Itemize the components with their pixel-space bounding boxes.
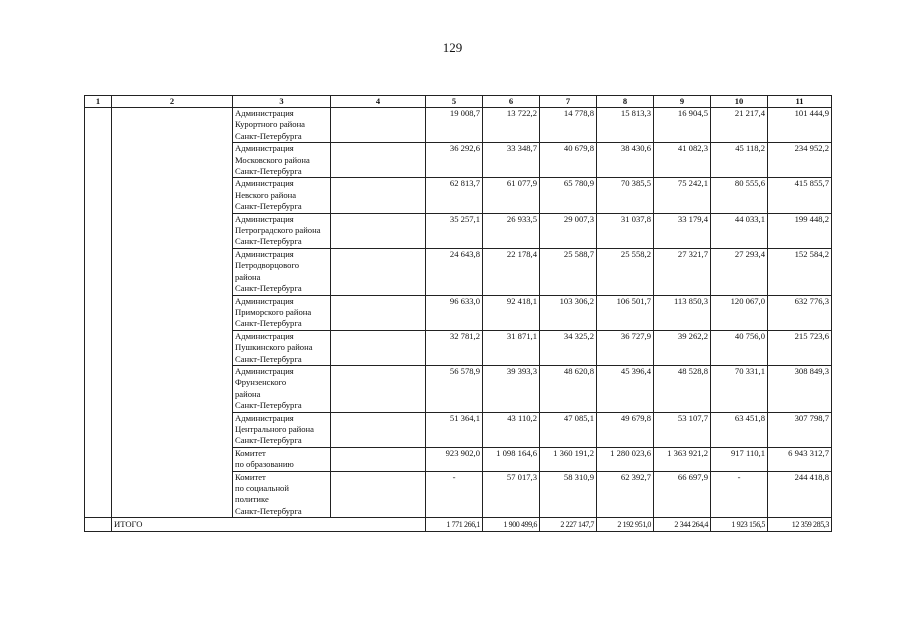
value-cell: 43 110,2 (483, 412, 540, 447)
executor-name: Администрация Фрунзенского района Санкт-Петербурга (233, 365, 331, 412)
value-cell: 63 451,8 (711, 412, 768, 447)
value-cell: 308 849,3 (768, 365, 832, 412)
budget-table (84, 95, 832, 532)
col4-cell (331, 108, 426, 143)
total-value-cell: 2 227 147,7 (540, 518, 597, 532)
value-cell: 215 723,6 (768, 330, 832, 365)
value-cell: 21 217,4 (711, 108, 768, 143)
column-header: 6 (483, 96, 540, 108)
value-cell: 36 727,9 (597, 330, 654, 365)
value-cell: 27 293,4 (711, 248, 768, 295)
value-cell: 103 306,2 (540, 295, 597, 330)
value-cell: 307 798,7 (768, 412, 832, 447)
col1-cell (85, 108, 112, 518)
value-cell: 45 396,4 (597, 365, 654, 412)
value-cell: 53 107,7 (654, 412, 711, 447)
value-cell: - (426, 471, 483, 518)
value-cell: 1 280 023,6 (597, 447, 654, 471)
col4-cell (331, 471, 426, 518)
value-cell: 199 448,2 (768, 213, 832, 248)
col4-cell (331, 213, 426, 248)
value-cell: 25 558,2 (597, 248, 654, 295)
value-cell: 48 528,8 (654, 365, 711, 412)
value-cell: 57 017,3 (483, 471, 540, 518)
total-blank-cell (85, 518, 112, 532)
value-cell: 41 082,3 (654, 143, 711, 178)
executor-name: Комитет по социальной политике Санкт-Петербурга (233, 471, 331, 518)
column-header: 4 (331, 96, 426, 108)
value-cell: 19 008,7 (426, 108, 483, 143)
value-cell: 92 418,1 (483, 295, 540, 330)
value-cell: 62 813,7 (426, 178, 483, 213)
value-cell: 49 679,8 (597, 412, 654, 447)
col2-cell (112, 108, 233, 518)
value-cell: 56 578,9 (426, 365, 483, 412)
col4-cell (331, 248, 426, 295)
value-cell: 36 292,6 (426, 143, 483, 178)
value-cell: 44 033,1 (711, 213, 768, 248)
value-cell: 14 778,8 (540, 108, 597, 143)
column-header: 7 (540, 96, 597, 108)
value-cell: 25 588,7 (540, 248, 597, 295)
column-header: 10 (711, 96, 768, 108)
header-row (85, 96, 832, 108)
value-cell: 632 776,3 (768, 295, 832, 330)
executor-name: Администрация Пушкинского района Санкт-Петербурга (233, 330, 331, 365)
value-cell: 29 007,3 (540, 213, 597, 248)
executor-name: Администрация Невского района Санкт-Петербурга (233, 178, 331, 213)
column-header: 2 (112, 96, 233, 108)
col4-cell (331, 295, 426, 330)
column-header: 5 (426, 96, 483, 108)
value-cell: 31 037,8 (597, 213, 654, 248)
value-cell: 923 902,0 (426, 447, 483, 471)
value-cell: 24 643,8 (426, 248, 483, 295)
value-cell: 58 310,9 (540, 471, 597, 518)
value-cell: 31 871,1 (483, 330, 540, 365)
value-cell: 22 178,4 (483, 248, 540, 295)
column-header: 11 (768, 96, 832, 108)
col4-cell (331, 365, 426, 412)
value-cell: 38 430,6 (597, 143, 654, 178)
executor-name: Администрация Московского района Санкт-Петербурга (233, 143, 331, 178)
executor-name: Администрация Центрального района Санкт-Петербурга (233, 412, 331, 447)
executor-name: Администрация Приморского района Санкт-Петербурга (233, 295, 331, 330)
total-row (85, 518, 832, 532)
total-value-cell: 12 359 285,3 (768, 518, 832, 532)
total-label: ИТОГО (112, 518, 426, 532)
col4-cell (331, 412, 426, 447)
value-cell: 33 348,7 (483, 143, 540, 178)
col4-cell (331, 178, 426, 213)
value-cell: 66 697,9 (654, 471, 711, 518)
value-cell: 45 118,2 (711, 143, 768, 178)
value-cell: 48 620,8 (540, 365, 597, 412)
value-cell: 15 813,3 (597, 108, 654, 143)
value-cell: 80 555,6 (711, 178, 768, 213)
value-cell: 917 110,1 (711, 447, 768, 471)
value-cell: 16 904,5 (654, 108, 711, 143)
value-cell: 47 085,1 (540, 412, 597, 447)
value-cell: 415 855,7 (768, 178, 832, 213)
value-cell: 62 392,7 (597, 471, 654, 518)
page-number: 129 (442, 40, 463, 55)
value-cell: 70 385,5 (597, 178, 654, 213)
value-cell: 39 393,3 (483, 365, 540, 412)
value-cell: 70 331,1 (711, 365, 768, 412)
value-cell: 40 679,8 (540, 143, 597, 178)
value-cell: 120 067,0 (711, 295, 768, 330)
value-cell: 234 952,2 (768, 143, 832, 178)
value-cell: 152 584,2 (768, 248, 832, 295)
value-cell: 40 756,0 (711, 330, 768, 365)
value-cell: 101 444,9 (768, 108, 832, 143)
total-value-cell: 2 344 264,4 (654, 518, 711, 532)
value-cell: 27 321,7 (654, 248, 711, 295)
column-header: 3 (233, 96, 331, 108)
value-cell: 1 360 191,2 (540, 447, 597, 471)
column-header: 9 (654, 96, 711, 108)
value-cell: 6 943 312,7 (768, 447, 832, 471)
column-header: 1 (85, 96, 112, 108)
total-value-cell: 1 900 499,6 (483, 518, 540, 532)
executor-name: Администрация Петродворцового района Санкт-Петербурга (233, 248, 331, 295)
value-cell: 106 501,7 (597, 295, 654, 330)
value-cell: 244 418,8 (768, 471, 832, 518)
value-cell: 26 933,5 (483, 213, 540, 248)
total-value-cell: 2 192 951,0 (597, 518, 654, 532)
value-cell: 33 179,4 (654, 213, 711, 248)
col4-cell (331, 447, 426, 471)
value-cell: 61 077,9 (483, 178, 540, 213)
value-cell: 113 850,3 (654, 295, 711, 330)
value-cell: 51 364,1 (426, 412, 483, 447)
col4-cell (331, 330, 426, 365)
table-body (85, 96, 832, 532)
value-cell: - (711, 471, 768, 518)
col4-cell (331, 143, 426, 178)
value-cell: 34 325,2 (540, 330, 597, 365)
value-cell: 65 780,9 (540, 178, 597, 213)
value-cell: 32 781,2 (426, 330, 483, 365)
executor-name: Администрация Петроградского района Санкт-Петербурга (233, 213, 331, 248)
executor-name: Комитет по образованию (233, 447, 331, 471)
column-header: 8 (597, 96, 654, 108)
value-cell: 1 363 921,2 (654, 447, 711, 471)
value-cell: 75 242,1 (654, 178, 711, 213)
total-value-cell: 1 771 266,1 (426, 518, 483, 532)
value-cell: 1 098 164,6 (483, 447, 540, 471)
total-value-cell: 1 923 156,5 (711, 518, 768, 532)
table-row (85, 108, 832, 143)
value-cell: 13 722,2 (483, 108, 540, 143)
value-cell: 39 262,2 (654, 330, 711, 365)
executor-name: Администрация Курортного района Санкт-Петербурга (233, 108, 331, 143)
value-cell: 35 257,1 (426, 213, 483, 248)
value-cell: 96 633,0 (426, 295, 483, 330)
